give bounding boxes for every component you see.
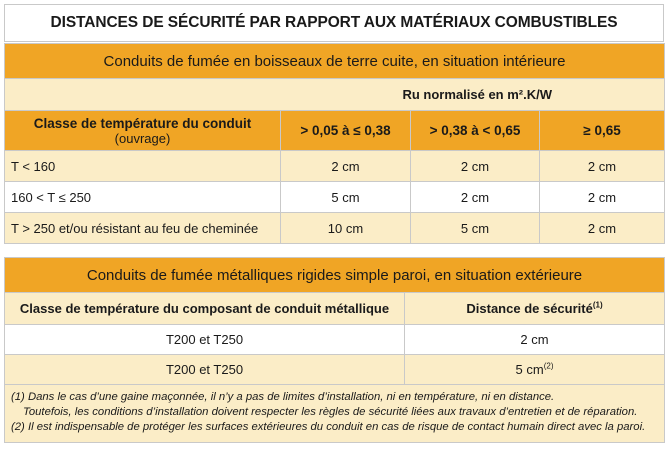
metal-flue-header-row — [5, 293, 665, 325]
footnote-1-continued: Toutefois, les conditions d’installation doivent respecter les règles de sécurité liées aux travaux d’entretien et de réparation. — [23, 406, 638, 418]
ru-col1-header: > 0,05 à ≤ 0,38 — [281, 111, 411, 151]
table-row — [5, 151, 665, 182]
cell-value — [405, 355, 665, 385]
clay-flue-table — [4, 43, 665, 244]
cell-value: 2 cm — [281, 151, 411, 182]
table-row — [5, 213, 665, 244]
document-title: DISTANCES DE SÉCURITÉ PAR RAPPORT AUX MATÉRIAUX COMBUSTIBLES — [4, 4, 664, 42]
ru-col3-header: ≥ 0,65 — [540, 111, 665, 151]
ru-col2-header: > 0,38 à < 0,65 — [411, 111, 540, 151]
cell-value: 5 cm — [281, 182, 411, 213]
metal-flue-table — [4, 257, 665, 443]
clay-flue-header-row — [5, 111, 665, 151]
cell-value: 2 cm — [411, 151, 540, 182]
distance-value: 2 cm — [520, 332, 549, 347]
table-row — [5, 355, 665, 385]
component-class-header: Classe de température du composant de conduit métallique — [5, 293, 405, 325]
cell-value: 10 cm — [281, 213, 411, 244]
row-label: T200 et T250 — [5, 325, 405, 355]
cell-value: 2 cm — [540, 182, 665, 213]
distance-value: 5 cm — [515, 362, 544, 377]
ru-label: Ru normalisé en m².K/W — [5, 79, 665, 111]
cell-value: 2 cm — [540, 151, 665, 182]
class-header-sub: (ouvrage) — [114, 130, 171, 146]
footnote-1: (1) Dans le cas d’une gaine maçonnée, il n’y a pas de limites d’installation, ni en température, ni en distance. — [11, 391, 555, 403]
row-label: T < 160 — [5, 151, 281, 182]
cell-value: 5 cm — [411, 213, 540, 244]
row-label: T > 250 et/ou résistant au feu de cheminée — [5, 213, 281, 244]
clay-flue-caption: Conduits de fumée en boisseaux de terre cuite, en situation intérieure — [5, 44, 665, 79]
safety-distance-label: Distance de sécurité — [466, 301, 593, 316]
row-label: 160 < T ≤ 250 — [5, 182, 281, 213]
cell-value — [405, 325, 665, 355]
footnote-2: (2) Il est indispensable de protéger les surfaces extérieures du conduit en cas de risque de contact humain direct avec la paroi. — [11, 421, 646, 433]
footnote-ref-1: (1) — [592, 300, 603, 310]
footnotes — [5, 385, 665, 443]
cell-value: 2 cm — [411, 182, 540, 213]
safety-distance-header — [405, 293, 665, 325]
class-header-main: Classe de température du conduit — [33, 115, 252, 131]
footnote-ref-2: (2) — [543, 361, 554, 371]
class-header — [5, 111, 281, 151]
table-row — [5, 325, 665, 355]
cell-value: 2 cm — [540, 213, 665, 244]
row-label: T200 et T250 — [5, 355, 405, 385]
metal-flue-caption: Conduits de fumée métalliques rigides simple paroi, en situation extérieure — [5, 258, 665, 293]
table-row — [5, 182, 665, 213]
